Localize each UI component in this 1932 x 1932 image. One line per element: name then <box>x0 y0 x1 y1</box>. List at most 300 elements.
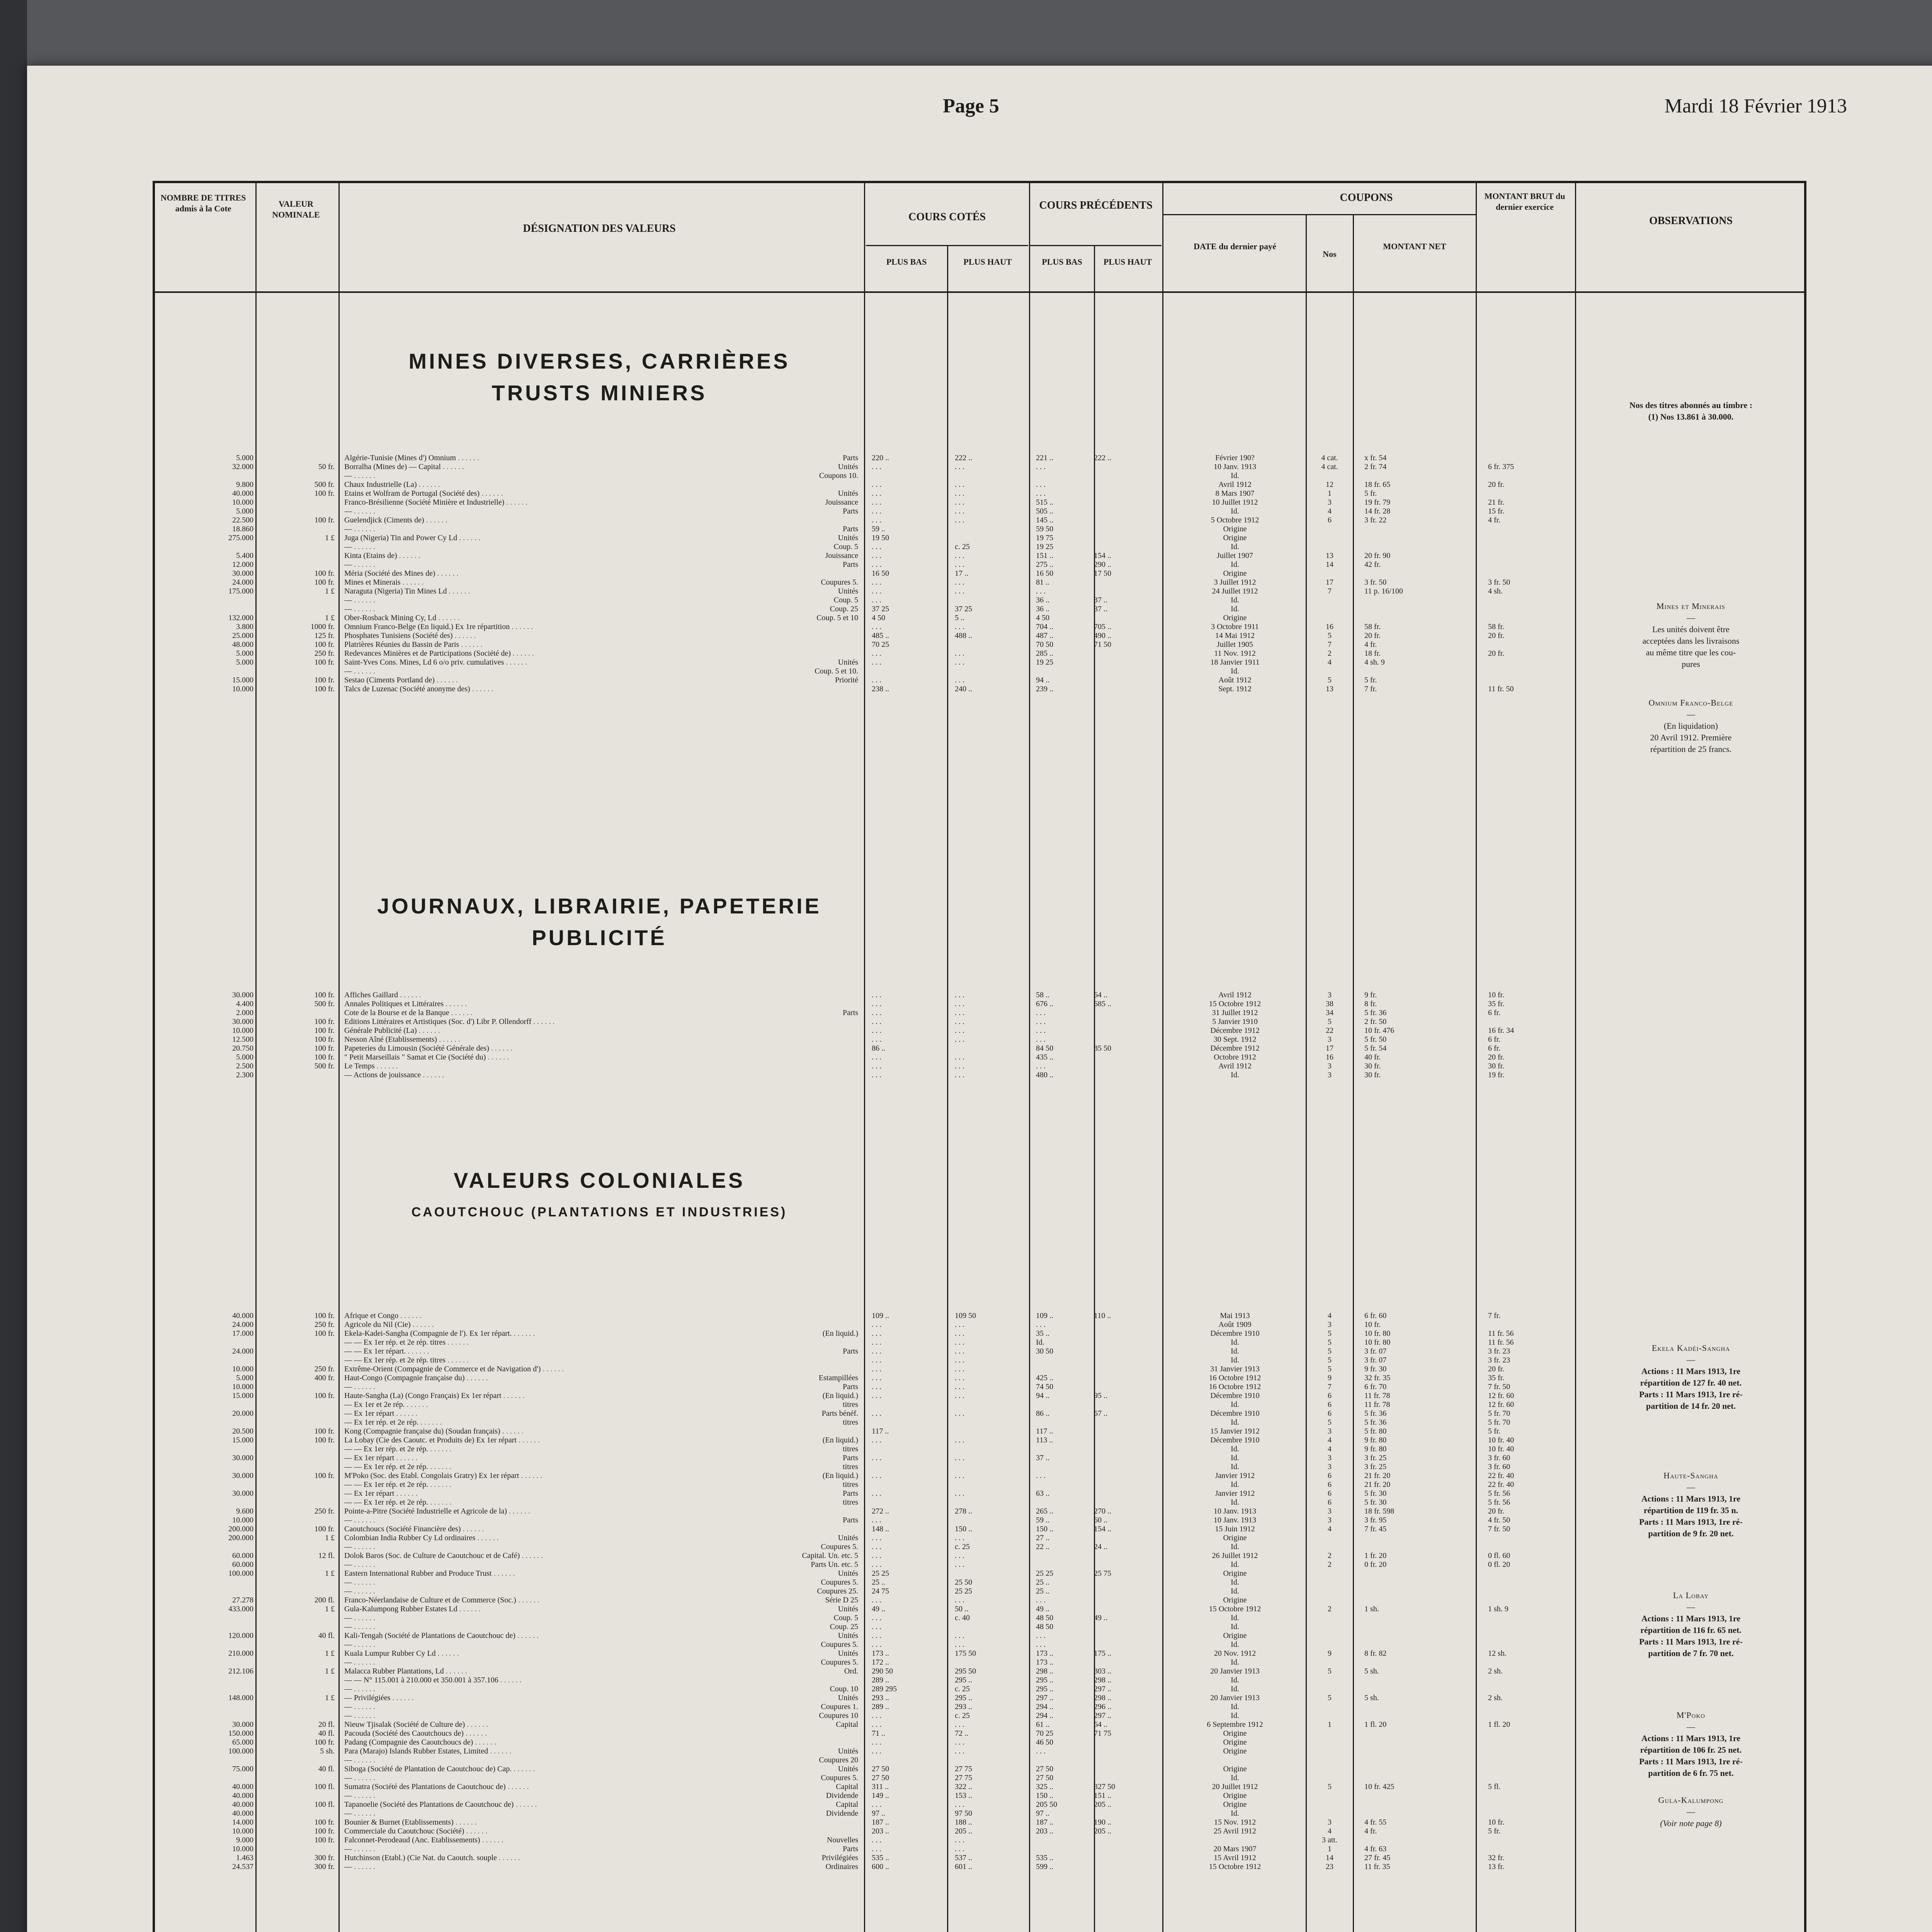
cell-valeur: 100 fl. <box>314 1782 335 1791</box>
cell-coupon-date: Origine <box>1223 1791 1247 1800</box>
cell-valeur: 100 fr. <box>314 489 335 498</box>
table-row <box>155 1338 1804 1347</box>
table-row <box>155 1658 1804 1667</box>
cell-nombre: 15.000 <box>232 1391 253 1400</box>
table-row <box>155 1498 1804 1507</box>
leader-dots: . . . . . . <box>352 605 375 613</box>
designation-class: Coupures 20 <box>819 1756 858 1764</box>
cell-prec-bas: 515 .. <box>1036 498 1053 507</box>
cell-plus-bas: . . . <box>872 1534 881 1542</box>
designation-class: Coupures 5. <box>821 1578 858 1587</box>
cell-prec-bas: 25 .. <box>1036 1587 1049 1595</box>
leader-dots: . . . . . . <box>352 1383 375 1391</box>
cell-coupon-no: 4 <box>1328 1525 1332 1533</box>
cell-nombre: 2.300 <box>236 1071 253 1079</box>
cell-prec-bas: 221 .. <box>1036 454 1053 462</box>
cell-prec-haut: 17 50 <box>1094 569 1111 578</box>
cell-nombre: 5.000 <box>236 1374 253 1382</box>
table-row <box>155 649 1804 658</box>
cell-prec-bas: . . . <box>1036 1747 1046 1755</box>
designation-class: Priorité <box>835 676 858 684</box>
cell-plus-bas: . . . <box>872 649 881 658</box>
cell-prec-haut: 151 .. <box>1094 1791 1111 1800</box>
cell-prec-bas: 151 .. <box>1036 551 1053 560</box>
designation-class: Parts <box>843 1009 858 1017</box>
cell-designation <box>344 1000 858 1009</box>
obs-line: 20 Avril 1912. Première <box>1650 733 1732 742</box>
table-row <box>155 676 1804 685</box>
table-row <box>155 596 1804 605</box>
cell-designation <box>344 471 858 480</box>
leader-dots: . . . . . . <box>400 578 424 587</box>
cell-montant-net: 2 fr. 74 <box>1364 463 1387 471</box>
cell-coupon-date: Id. <box>1231 596 1239 604</box>
cell-valeur: 12 fl. <box>318 1551 335 1560</box>
cell-plus-bas: . . . <box>872 1009 881 1017</box>
col-nombre: NOMBRE DE TITRES admis à la Cote <box>160 193 246 213</box>
cell-montant-net: 21 fr. 20 <box>1364 1471 1391 1480</box>
cell-montant-brut: 20 fr. <box>1488 1507 1505 1515</box>
cell-montant-brut: 10 fr. <box>1488 1818 1505 1827</box>
cell-coupon-date: 14 Mai 1912 <box>1215 631 1255 640</box>
cell-montant-brut: 35 fr. <box>1488 1374 1505 1382</box>
designation-class: titres <box>843 1418 858 1427</box>
cell-plus-haut: 50 .. <box>955 1605 968 1613</box>
cell-montant-net: 5 fr. 30 <box>1364 1498 1387 1507</box>
leader-dots: . . . . . . <box>397 551 420 560</box>
cell-prec-bas: 36 .. <box>1036 596 1049 604</box>
leader-dots: . . . . . . <box>516 1436 540 1444</box>
cell-montant-brut: 16 fr. 34 <box>1488 1026 1514 1035</box>
cell-prec-haut: 25 75 <box>1094 1569 1111 1578</box>
cell-plus-haut: . . . <box>955 658 964 667</box>
cell-nombre: 1.463 <box>236 1854 253 1862</box>
table-row <box>155 640 1804 649</box>
cell-prec-bas: . . . <box>1036 1640 1046 1649</box>
designation-class: Coup. 5 <box>833 596 858 604</box>
designation-name: Pointe-a-Pitre (Société Industrielle et Agricole de la) <box>344 1507 507 1515</box>
obs-title: M'Poko <box>1676 1710 1706 1720</box>
cell-montant-net: 20 fr. 90 <box>1364 551 1391 560</box>
obs-line: partition de 6 fr. 75 net. <box>1648 1768 1734 1778</box>
cell-montant-net: 8 fr. 82 <box>1364 1649 1387 1658</box>
table-row <box>155 1026 1804 1035</box>
cell-coupon-date: Octobre 1912 <box>1214 1053 1256 1061</box>
designation-name: — <box>344 1702 352 1711</box>
cell-montant-brut: 5 fr. 56 <box>1488 1498 1510 1507</box>
leader-dots: . . . . . . <box>352 1622 375 1631</box>
designation-name: Malacca Rubber Plantations, Ld <box>344 1667 444 1675</box>
cell-valeur: 1 £ <box>325 1569 335 1578</box>
leader-dots: . . . . . . <box>501 1391 525 1400</box>
cell-plus-bas: . . . <box>872 1356 881 1364</box>
obs-line: répartition de 119 fr. 35 n. <box>1643 1505 1738 1515</box>
designation-name: Affiches Gaillard <box>344 991 398 999</box>
cell-designation <box>344 560 858 569</box>
cell-valeur: 1000 fr. <box>310 622 335 631</box>
table-row <box>155 454 1804 463</box>
designation-name: — <box>344 1809 352 1818</box>
cell-designation <box>344 543 858 551</box>
col-valeur: VALEUR NOMINALE <box>272 199 320 219</box>
cell-nombre: 75.000 <box>232 1765 253 1773</box>
cell-coupon-no: 16 <box>1326 1053 1333 1061</box>
cell-valeur: 1 £ <box>325 614 335 622</box>
cell-coupon-no: 17 <box>1326 1044 1333 1053</box>
cell-plus-haut: 188 .. <box>955 1818 972 1827</box>
designation-name: Guelendjick (Ciments de) <box>344 516 424 524</box>
cell-nombre: 12.500 <box>232 1035 253 1044</box>
designation-name: — — Ex 1er rép. et 2e rép. <box>344 1445 429 1453</box>
cell-prec-haut: 71 75 <box>1094 1729 1111 1738</box>
cell-prec-bas: . . . <box>1036 480 1046 489</box>
cell-montant-brut: 20 fr. <box>1488 631 1505 640</box>
cell-plus-haut: 205 .. <box>955 1827 972 1835</box>
cell-montant-net: 3 fr. 25 <box>1364 1454 1387 1462</box>
cell-coupon-date: Id. <box>1231 560 1239 569</box>
cell-montant-brut: 6 fr. <box>1488 1035 1501 1044</box>
leader-dots: . . . . . . <box>497 1854 520 1862</box>
cell-coupon-date: Id. <box>1231 1338 1239 1347</box>
cell-valeur: 1 £ <box>325 1534 335 1542</box>
designation-name: — <box>344 1587 352 1595</box>
table-row <box>155 1569 1804 1578</box>
cell-plus-bas: 311 .. <box>872 1782 889 1791</box>
leader-dots: . . . . . . <box>457 534 481 542</box>
cell-designation <box>344 1320 858 1329</box>
designation-class: Dividende <box>826 1809 858 1818</box>
designation-class: Parts <box>843 1516 858 1524</box>
obs-line: Actions : 11 Mars 1913, 1re <box>1641 1494 1741 1503</box>
cell-coupon-no: 14 <box>1326 1854 1333 1862</box>
leader-dots: . . . . . . <box>510 649 534 658</box>
cell-prec-bas: 25 .. <box>1036 1578 1049 1587</box>
table-row <box>155 1409 1804 1418</box>
cell-valeur: 100 fr. <box>314 640 335 649</box>
cell-designation <box>344 1463 858 1471</box>
cell-designation <box>344 1667 858 1676</box>
cell-prec-haut: 71 50 <box>1094 640 1111 649</box>
cell-coupon-date: Id. <box>1231 471 1239 480</box>
cell-plus-haut: 175 50 <box>955 1649 976 1658</box>
cell-plus-bas: 289 .. <box>872 1676 889 1684</box>
table-row <box>155 1534 1804 1543</box>
cell-plus-haut: . . . <box>955 551 964 560</box>
cell-coupon-date: 26 Juillet 1912 <box>1212 1551 1258 1560</box>
cell-valeur: 250 fr. <box>314 1365 335 1373</box>
designation-name: Sumatra (Société des Plantations de Caoutchouc de) <box>344 1782 506 1791</box>
cell-plus-haut: . . . <box>955 1800 964 1809</box>
col-cours-precedents: COURS PRÉCÉDENTS <box>1039 199 1153 211</box>
cell-plus-bas: 600 .. <box>872 1862 889 1871</box>
cell-montant-net: 10 fr. <box>1364 1320 1381 1329</box>
cell-montant-net: 0 fr. 20 <box>1364 1560 1387 1569</box>
leader-dots: . . . . . . <box>444 1000 467 1008</box>
cell-nombre: 200.000 <box>228 1525 253 1533</box>
table-row <box>155 1640 1804 1649</box>
cell-plus-haut: . . . <box>955 649 964 658</box>
cell-valeur: 100 fr. <box>314 1436 335 1444</box>
cell-coupon-date: Id. <box>1231 1445 1239 1453</box>
cell-nombre: 132.000 <box>228 614 253 622</box>
cell-prec-haut: 297 .. <box>1094 1685 1111 1693</box>
designation-name: Etains et Wolfram de Portugal (Société des) <box>344 489 480 498</box>
obs-line: Les unités doivent être <box>1652 624 1730 634</box>
table-row <box>155 605 1804 614</box>
cell-valeur: 300 fr. <box>314 1854 335 1862</box>
cell-plus-haut: . . . <box>955 1551 964 1560</box>
table-row <box>155 463 1804 471</box>
cell-plus-bas: 25 .. <box>872 1578 885 1587</box>
cell-designation <box>344 516 858 525</box>
designation-name: Afrique et Congo <box>344 1311 398 1320</box>
cell-coupon-date: Août 1912 <box>1218 676 1252 684</box>
cell-designation <box>344 676 858 685</box>
cell-prec-haut: 270 .. <box>1094 1507 1111 1515</box>
cell-montant-brut: 4 sh. <box>1488 587 1503 595</box>
cell-plus-haut: 222 .. <box>955 454 972 462</box>
cell-coupon-no: 3 <box>1328 498 1332 507</box>
table-row <box>155 614 1804 622</box>
cell-coupon-no: 1 <box>1328 1720 1332 1729</box>
cell-designation <box>344 1017 858 1026</box>
cell-nombre: 148.000 <box>228 1694 253 1702</box>
cell-plus-haut: . . . <box>955 1365 964 1373</box>
obs-line: Nos des titres abonnés au timbre : <box>1629 400 1753 410</box>
cell-montant-brut: 1 sh. 9 <box>1488 1605 1509 1613</box>
designation-name: Omnium Franco-Belge (En liquid.) Ex 1re répartition <box>344 622 510 631</box>
cell-coupon-no: 4 <box>1328 1311 1332 1320</box>
cell-coupon-date: 18 Janvier 1911 <box>1210 658 1260 667</box>
designation-class: Parts <box>843 1454 858 1462</box>
cell-coupon-no: 6 <box>1328 1400 1332 1409</box>
cell-coupon-no: 16 <box>1326 622 1333 631</box>
designation-name: Falconnet-Perodeaud (Anc. Etablissements) <box>344 1836 480 1844</box>
leader-dots: . . . . . . <box>394 1409 418 1418</box>
leader-dots: . . . . . . <box>440 463 464 471</box>
cell-valeur: 1 £ <box>325 1694 335 1702</box>
cell-montant-brut: 12 fr. 60 <box>1488 1400 1514 1409</box>
cell-coupon-date: 20 Janvier 1913 <box>1210 1667 1260 1675</box>
cell-plus-bas: 535 .. <box>872 1854 889 1862</box>
designation-class: titres <box>843 1480 858 1489</box>
table-row <box>155 1436 1804 1445</box>
cell-coupon-no: 5 <box>1328 1347 1332 1355</box>
obs-line: acceptées dans les livraisons <box>1642 636 1740 646</box>
obs-title: La Lobay <box>1673 1590 1709 1600</box>
leader-dots: . . . . . . <box>436 614 460 622</box>
designation-name: — <box>344 1862 352 1871</box>
designation-class: Parts bénéf. <box>821 1409 858 1418</box>
cell-coupon-date: 15 Octobre 1912 <box>1209 1605 1261 1613</box>
table-row <box>155 1809 1804 1818</box>
cell-plus-haut: . . . <box>955 1534 964 1542</box>
cell-valeur: 100 fl. <box>314 1800 335 1809</box>
table-row <box>155 1427 1804 1436</box>
designation-name: — — Ex 1er rép. et 2e rép. titres <box>344 1356 446 1364</box>
section-title-journaux <box>340 890 858 954</box>
cell-coupon-date: Id. <box>1231 1658 1239 1667</box>
cell-montant-net: 5 fr. 36 <box>1364 1009 1387 1017</box>
cell-prec-bas: 19 75 <box>1036 534 1053 542</box>
leader-dots: . . . . . . <box>520 1551 543 1560</box>
cell-prec-bas: 16 50 <box>1036 569 1053 578</box>
cell-coupon-date: Origine <box>1223 1738 1247 1747</box>
cell-valeur: 250 fr. <box>314 1507 335 1515</box>
leader-dots: . . . . . . <box>464 1374 488 1382</box>
cell-coupon-date: Janvier 1912 <box>1215 1471 1255 1480</box>
cell-plus-bas: . . . <box>872 1026 881 1035</box>
cell-nombre: 18.860 <box>232 525 253 533</box>
leader-dots: . . . . . . <box>463 1729 487 1738</box>
cell-designation <box>344 1845 858 1854</box>
cell-prec-bas: 298 .. <box>1036 1667 1053 1675</box>
cell-prec-bas: 22 .. <box>1036 1543 1049 1551</box>
cell-coupon-date: Avril 1912 <box>1218 480 1252 489</box>
cell-designation <box>344 1578 858 1587</box>
cell-plus-haut: . . . <box>955 1329 964 1338</box>
designation-name: Bounier & Burnet (Etablissements) <box>344 1818 454 1827</box>
obs-line: répartition de 116 fr. 65 net. <box>1640 1625 1742 1635</box>
cell-coupon-date: Id. <box>1231 1560 1239 1569</box>
section-title-mines <box>340 345 858 409</box>
designation-name: — <box>344 560 352 569</box>
cell-nombre: 200.000 <box>228 1534 253 1542</box>
cell-designation <box>344 1800 858 1809</box>
cell-montant-brut: 4 fr. <box>1488 516 1501 524</box>
designation-name: Haut-Congo (Compagnie française du) <box>344 1374 465 1382</box>
cell-montant-brut: 10 fr. 40 <box>1488 1445 1514 1453</box>
cell-designation <box>344 667 858 676</box>
cell-designation <box>344 1507 858 1516</box>
cell-coupon-no: 5 <box>1328 1667 1332 1675</box>
designation-class: Unités <box>838 1765 858 1773</box>
obs-line: pures <box>1682 659 1700 669</box>
designation-class: Unités <box>838 1747 858 1755</box>
cell-plus-bas: . . . <box>872 622 881 631</box>
leader-dots: . . . . . . <box>352 1809 375 1818</box>
designation-class: (En liquid.) <box>822 1329 858 1338</box>
obs-line: Parts : 11 Mars 1913, 1re ré- <box>1639 1637 1743 1646</box>
cell-montant-net: 1 fl. 20 <box>1364 1720 1387 1729</box>
table-row <box>155 489 1804 498</box>
cell-prec-bas: 27 .. <box>1036 1534 1049 1542</box>
cell-montant-net: 5 fr. <box>1364 676 1377 684</box>
obs-line: répartition de 106 fr. 25 net. <box>1640 1745 1742 1755</box>
obs-omnium: Omnium Franco-Belge — (En liquidation) 20 Avril 1912. Première répartition de 25 francs. <box>1577 697 1805 755</box>
cell-designation <box>344 1569 858 1578</box>
cell-nombre: 30.000 <box>232 1454 253 1462</box>
designation-class: Coupures 5. <box>821 1640 858 1649</box>
cell-prec-haut: 222 .. <box>1094 454 1111 462</box>
cell-coupon-date: Id. <box>1231 1702 1239 1711</box>
cell-montant-net: 4 fr. 55 <box>1364 1818 1387 1827</box>
designation-name: Borralha (Mines de) — Capital <box>344 463 441 471</box>
obs-line: (Voir note page 8) <box>1660 1818 1722 1828</box>
leader-dots: . . . . . . <box>352 1685 375 1693</box>
designation-name: Kong (Compagnie française du) (Soudan français) <box>344 1427 500 1435</box>
cell-coupon-date: Origine <box>1223 525 1247 533</box>
cell-plus-haut: . . . <box>955 1383 964 1391</box>
table-row <box>155 1774 1804 1782</box>
cell-prec-haut: 37 .. <box>1094 605 1107 613</box>
cell-montant-net: 58 fr. <box>1364 622 1381 631</box>
obs-title: Ekela Kadéi-Sangha <box>1651 1343 1730 1353</box>
cell-coupon-no: 2 <box>1328 1551 1332 1560</box>
cell-plus-bas: . . . <box>872 1436 881 1444</box>
designation-class: (En liquid.) <box>822 1436 858 1444</box>
cell-valeur: 500 fr. <box>314 1062 335 1070</box>
cell-nombre: 9.800 <box>236 480 253 489</box>
cell-plus-bas: . . . <box>872 587 881 595</box>
cell-montant-brut: 0 fl. 60 <box>1488 1551 1510 1560</box>
cell-coupon-date: Id. <box>1231 1543 1239 1551</box>
designation-class: Coupures 5. <box>821 1774 858 1782</box>
cell-montant-net: 9 fr. <box>1364 991 1377 999</box>
designation-class: Unités <box>838 489 858 498</box>
table-row <box>155 1035 1804 1044</box>
cell-nombre: 20.750 <box>232 1044 253 1053</box>
cell-valeur: 100 fr. <box>314 1525 335 1533</box>
leader-dots: . . . . . . <box>352 507 375 515</box>
cell-nombre: 60.000 <box>232 1551 253 1560</box>
cell-coupon-date: 20 Juillet 1912 <box>1212 1782 1258 1791</box>
cell-montant-brut: 13 fr. <box>1488 1862 1505 1871</box>
cell-prec-bas: 59 50 <box>1036 525 1053 533</box>
cell-designation <box>344 1782 858 1791</box>
table-row <box>155 1667 1804 1676</box>
cell-nombre: 22.500 <box>232 516 253 524</box>
cell-montant-brut: 20 fr. <box>1488 649 1505 658</box>
cell-nombre: 30.000 <box>232 1489 253 1498</box>
designation-name: " Petit Marseillais " Samat et Cie (Société du) <box>344 1053 486 1061</box>
cell-montant-brut: 6 fr. <box>1488 1044 1501 1053</box>
cell-montant-brut: 5 fr. <box>1488 1427 1501 1435</box>
cell-plus-haut: c. 25 <box>955 1543 970 1551</box>
leader-dots: . . . . . . <box>352 1543 375 1551</box>
designation-name: Chaux Industrielle (La) <box>344 480 417 489</box>
cell-coupon-date: 10 Janv. 1913 <box>1213 1507 1257 1515</box>
cell-prec-bas: 535 .. <box>1036 1854 1053 1862</box>
cell-prec-haut: 685 .. <box>1094 1000 1111 1008</box>
cell-plus-haut: . . . <box>955 560 964 569</box>
cell-designation <box>344 685 858 694</box>
designation-name: Ober-Rosback Mining Cy, Ld <box>344 614 437 622</box>
cell-coupon-no: 38 <box>1326 1000 1333 1008</box>
cell-plus-bas: 86 .. <box>872 1044 885 1053</box>
cell-montant-net: 5 fr. 36 <box>1364 1409 1387 1418</box>
cell-prec-bas: 425 .. <box>1036 1374 1053 1382</box>
cell-designation <box>344 1631 858 1640</box>
cell-plus-bas: 485 .. <box>872 631 889 640</box>
designation-name: — Ex 1er répart <box>344 1489 395 1498</box>
section-rows-journaux <box>155 991 1804 1080</box>
cell-plus-bas: . . . <box>872 1017 881 1026</box>
cell-plus-bas: 71 .. <box>872 1729 885 1738</box>
cell-nombre: 10.000 <box>232 1827 253 1835</box>
cell-plus-haut: . . . <box>955 516 964 524</box>
designation-name: — <box>344 1756 352 1764</box>
header-divider <box>1030 245 1162 246</box>
designation-name: — <box>344 1658 352 1667</box>
cell-coupon-no: 9 <box>1328 1649 1332 1658</box>
cell-nombre: 30.000 <box>232 1720 253 1729</box>
cell-coupon-date: 5 Janvier 1910 <box>1212 1017 1258 1026</box>
table-row <box>155 1818 1804 1827</box>
cell-coupon-date: Mai 1913 <box>1220 1311 1250 1320</box>
leader-dots: . . . . . . <box>464 1827 488 1835</box>
designation-name: — <box>344 1622 352 1631</box>
